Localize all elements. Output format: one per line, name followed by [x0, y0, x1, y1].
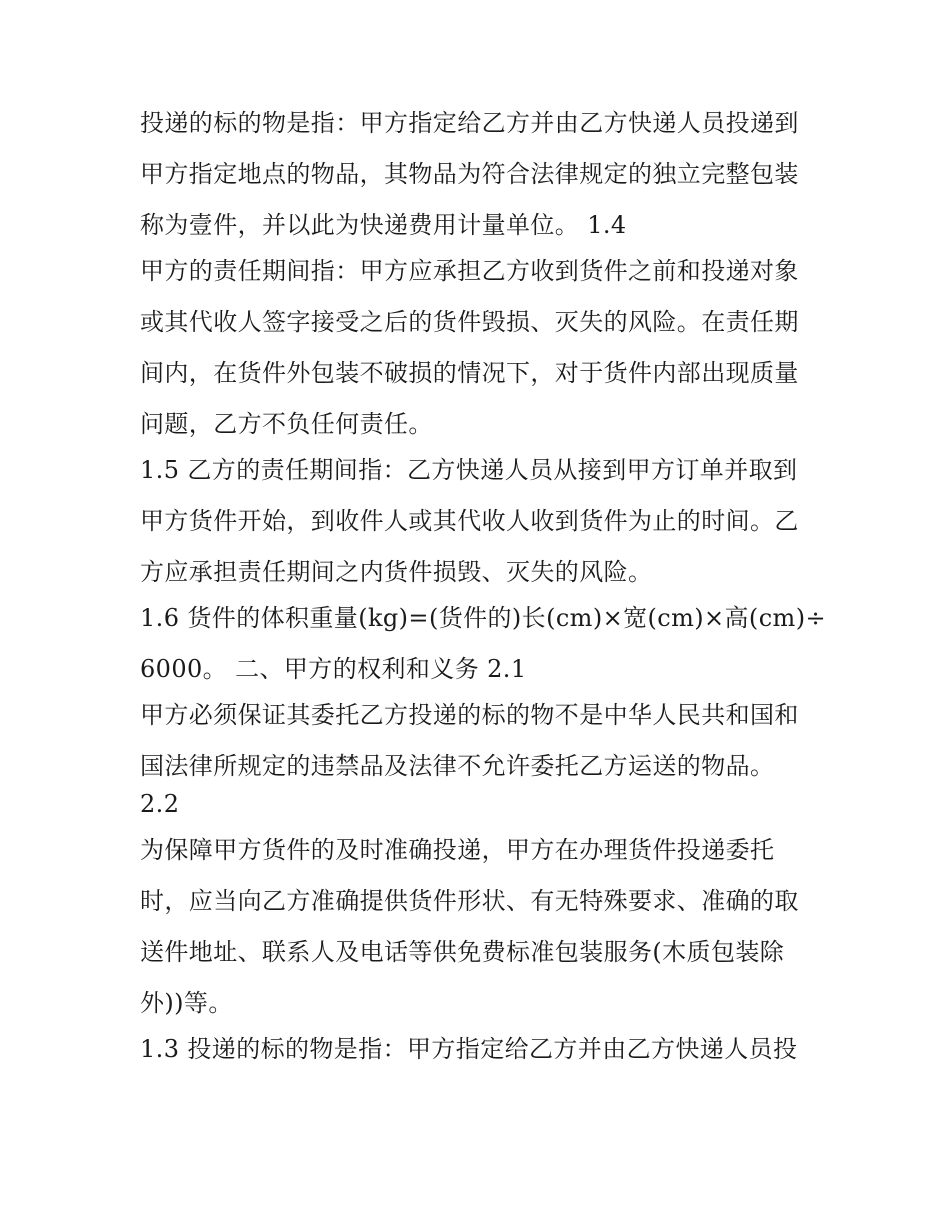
text-line: 间内，在货件外包装不破损的情况下，对于货件内部出现质量 — [140, 359, 799, 387]
text-line: 国法律所规定的违禁品及法律不允许委托乙方运送的物品。 — [140, 752, 775, 780]
text-line: 投递的标的物是指：甲方指定给乙方并由乙方快递人员投递到 — [140, 109, 799, 137]
text-line: 1.5 乙方的责任期间指：乙方快递人员从接到甲方订单并取到 — [140, 456, 798, 484]
text-line: 或其代收人签字接受之后的货件毁损、灭失的风险。在责任期 — [140, 308, 799, 336]
text-line: 时，应当向乙方准确提供货件形状、有无特殊要求、准确的取 — [140, 887, 799, 915]
text-line: 问题，乙方不负任何责任。 — [140, 410, 433, 438]
text-line: 1.3 投递的标的物是指：甲方指定给乙方并由乙方快递人员投 — [140, 1035, 798, 1063]
document-body — [140, 107, 830, 1065]
text-line: 方应承担责任期间之内货件损毁、灭失的风险。 — [140, 558, 653, 586]
text-line: 2.2 — [140, 790, 180, 818]
text-line: 称为壹件，并以此为快递费用计量单位。 1.4 — [140, 211, 627, 239]
text-line: 甲方指定地点的物品，其物品为符合法律规定的独立完整包装 — [140, 160, 799, 188]
text-line: 甲方必须保证其委托乙方投递的标的物不是中华人民共和国和 — [140, 701, 799, 729]
text-line: 1.6 货件的体积重量(kg)=(货件的)长(cm)×宽(cm)×高(cm)÷ — [140, 604, 826, 632]
text-line: 送件地址、联系人及电话等供免费标准包装服务(木质包装除 — [140, 938, 785, 966]
text-line: 外))等。 — [140, 989, 233, 1017]
text-line: 为保障甲方货件的及时准确投递，甲方在办理货件投递委托 — [140, 836, 775, 864]
text-line: 甲方的责任期间指：甲方应承担乙方收到货件之前和投递对象 — [140, 257, 799, 285]
text-line: 6000。 二、甲方的权利和义务 2.1 — [140, 655, 527, 683]
text-line: 甲方货件开始，到收件人或其代收人收到货件为止的时间。乙 — [140, 507, 799, 535]
